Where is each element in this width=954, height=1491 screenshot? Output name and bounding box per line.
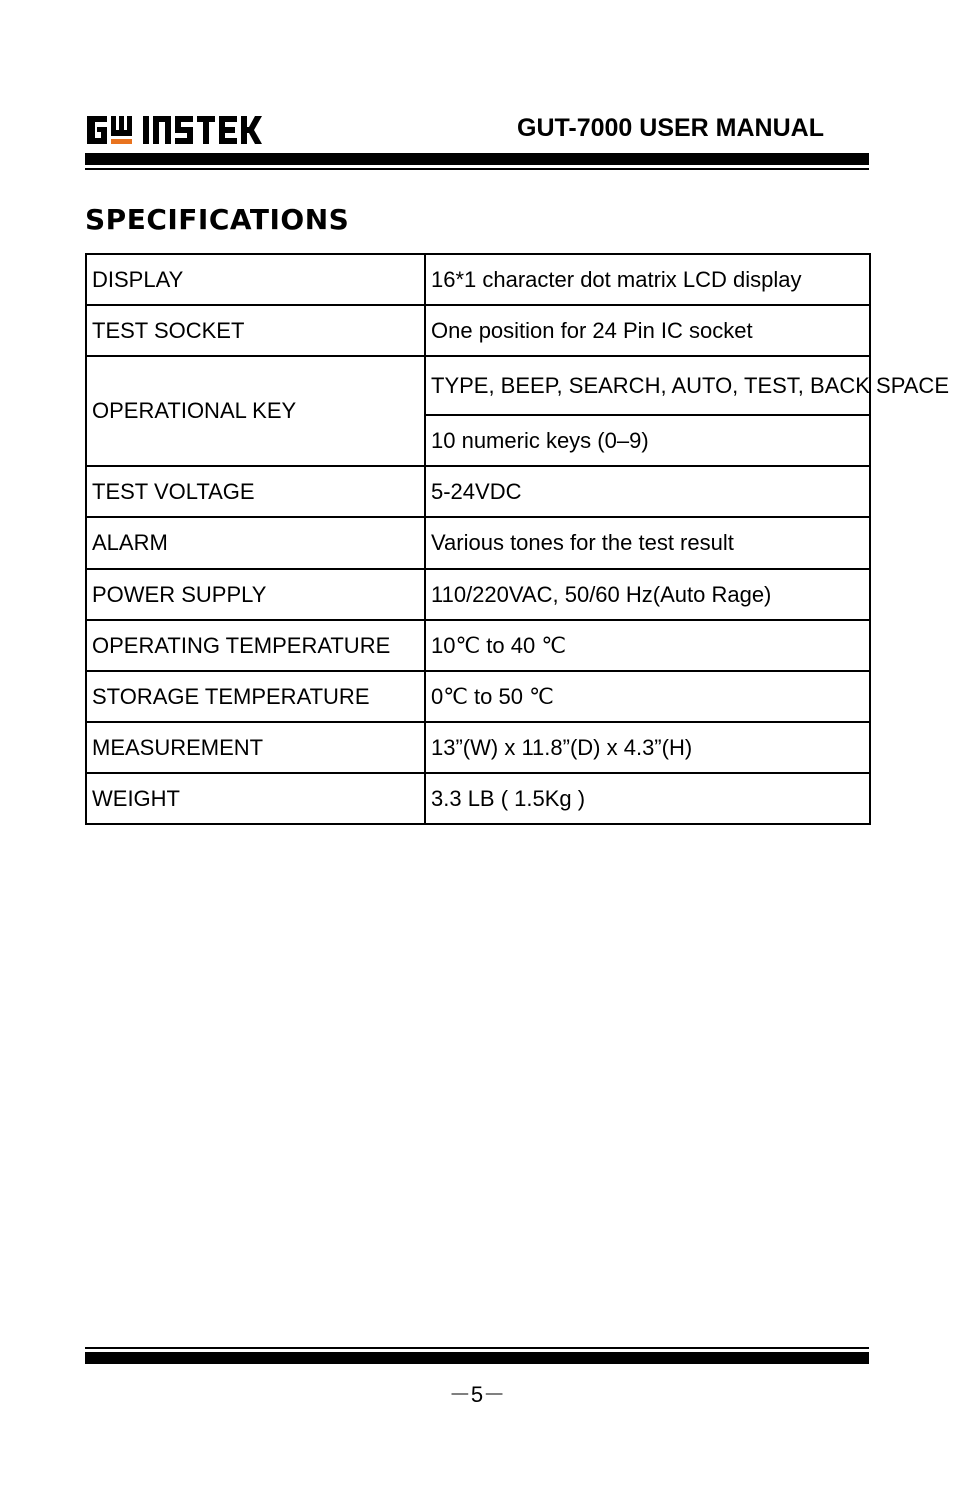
table-row xyxy=(86,305,870,356)
specifications-table xyxy=(85,253,949,825)
spec-value: Various tones for the test result xyxy=(425,517,870,569)
manual-title: GUT-7000 USER MANUAL xyxy=(517,114,824,142)
table-row xyxy=(86,569,870,620)
spec-label: TEST SOCKET xyxy=(86,305,425,356)
table-row xyxy=(86,517,870,569)
footer-rule-thick xyxy=(85,1352,869,1364)
gw-instek-logo xyxy=(85,110,285,150)
page-number: －5－ xyxy=(448,1382,506,1407)
spec-value: 5-24VDC xyxy=(425,466,870,517)
spec-label: OPERATING TEMPERATURE xyxy=(86,620,425,671)
table-row xyxy=(86,254,870,305)
header-rule-thick xyxy=(85,153,869,165)
spec-value: TYPE, BEEP, SEARCH, AUTO, TEST, BACK SPACE xyxy=(425,356,870,415)
table-row xyxy=(86,466,870,517)
spec-label: OPERATIONAL KEY xyxy=(86,356,425,466)
spec-value: One position for 24 Pin IC socket xyxy=(425,305,870,356)
spec-label: WEIGHT xyxy=(86,773,425,824)
spec-label: POWER SUPPLY xyxy=(86,569,425,620)
spec-label: ALARM xyxy=(86,517,425,569)
table-row xyxy=(86,671,870,722)
spec-label: STORAGE TEMPERATURE xyxy=(86,671,425,722)
spec-label: DISPLAY xyxy=(86,254,425,305)
footer-rule-thin xyxy=(85,1347,869,1349)
spec-value: 16*1 character dot matrix LCD display xyxy=(425,254,870,305)
spec-value: 13”(W) x 11.8”(D) x 4.3”(H) xyxy=(425,722,870,773)
spec-value: 10℃ to 40 ℃ xyxy=(425,620,870,671)
spec-label: TEST VOLTAGE xyxy=(86,466,425,517)
section-title: SPECIFICATIONS xyxy=(85,203,350,236)
spec-value: 10 numeric keys (0–9) xyxy=(425,415,870,466)
table-row xyxy=(86,356,870,415)
spec-value: 0℃ to 50 ℃ xyxy=(425,671,870,722)
spec-value: 3.3 LB ( 1.5Kg ) xyxy=(425,773,870,824)
table-row xyxy=(86,620,870,671)
spec-label: MEASUREMENT xyxy=(86,722,425,773)
header-rule-thin xyxy=(85,168,869,170)
table-row xyxy=(86,722,870,773)
spec-value: 110/220VAC, 50/60 Hz(Auto Rage) xyxy=(425,569,870,620)
table-row xyxy=(86,773,870,824)
